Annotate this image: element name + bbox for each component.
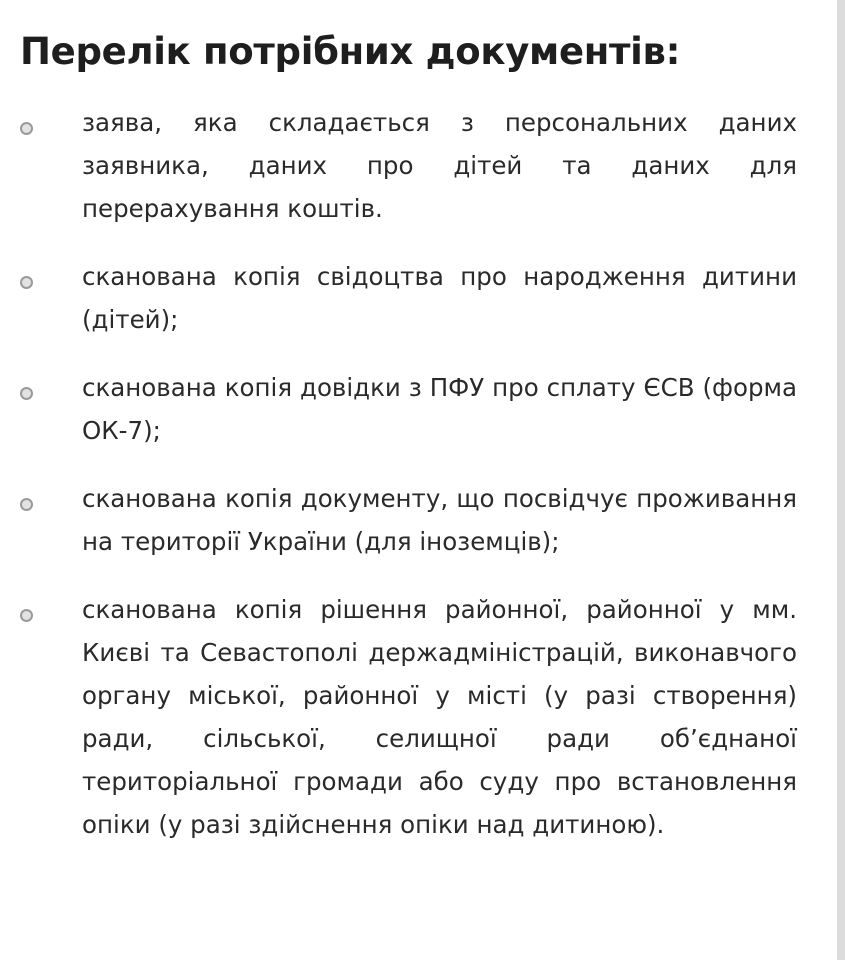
list-item-text: сканована копія рішення районної, районної у мм. Києві та Севастополі держадміністрацій, виконавчого органу міської, районної у місті (у разі створення) ради, сільської, селищної ради об’єднаної територіальної громади або суду про встановлення опіки (у разі здійснення опіки над дитиною).	[82, 595, 797, 839]
bullet-icon	[20, 122, 33, 135]
list-item-text: сканована копія документу, що посвідчує проживання на території України (для іноземців);	[82, 484, 797, 556]
bullet-icon	[20, 609, 33, 622]
documents-list	[0, 101, 800, 871]
bullet-icon	[20, 276, 33, 289]
page-title: Перелік потрібних документів:	[20, 30, 681, 73]
list-item-text: заява, яка складається з персональних даних заявника, даних про дітей та даних для перерахування коштів.	[82, 108, 797, 223]
list-item	[0, 366, 800, 452]
scrollbar[interactable]	[837, 0, 845, 960]
list-item-text: сканована копія довідки з ПФУ про сплату ЄСВ (форма ОК-7);	[82, 373, 797, 445]
list-item	[0, 255, 800, 341]
list-item-text: сканована копія свідоцтва про народження дитини (дітей);	[82, 262, 797, 334]
list-item	[0, 477, 800, 563]
bullet-icon	[20, 498, 33, 511]
bullet-icon	[20, 387, 33, 400]
list-item	[0, 588, 800, 846]
list-item	[0, 101, 800, 230]
